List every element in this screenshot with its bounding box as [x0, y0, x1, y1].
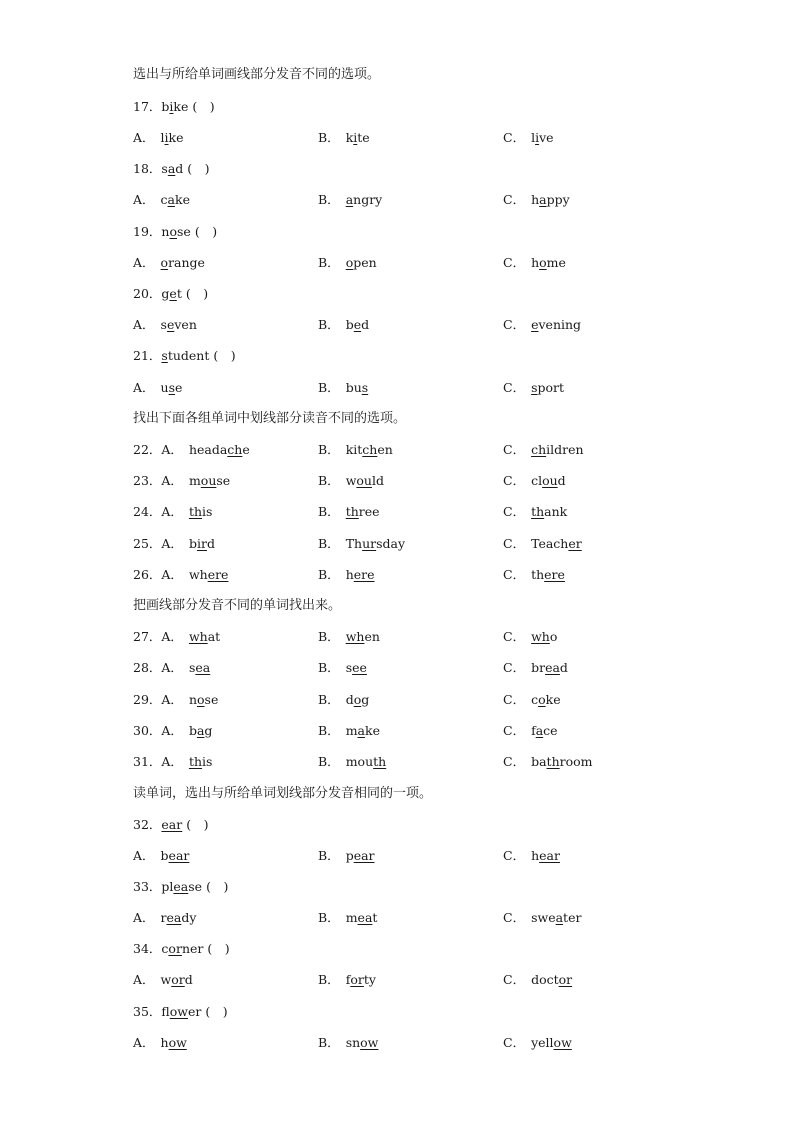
option-b[interactable]: B． kite	[318, 130, 370, 145]
question-34-stem: 34．corner ( )	[133, 941, 230, 956]
option-b[interactable]: B． kitchen	[318, 442, 393, 457]
option-c[interactable]: C． happy	[503, 192, 570, 207]
stem-word: ear	[161, 817, 183, 832]
question-32-stem: 32．ear ( )	[133, 817, 209, 832]
option-a[interactable]: 24．A． this	[133, 504, 213, 519]
option-a[interactable]: A． orange	[133, 255, 205, 270]
option-b[interactable]: B． mouth	[318, 754, 387, 769]
option-a[interactable]: 30．A． bag	[133, 723, 213, 738]
option-c[interactable]: C． cloud	[503, 473, 566, 488]
option-c[interactable]: C． doctor	[503, 972, 573, 987]
stem-word: get	[161, 286, 182, 301]
stem-word: please	[161, 879, 203, 894]
option-a[interactable]: 27．A． what	[133, 629, 221, 644]
option-b[interactable]: B． angry	[318, 192, 383, 207]
option-a[interactable]: A． bear	[133, 848, 190, 863]
stem-word: nose	[161, 224, 191, 239]
option-a[interactable]: 22．A． headache	[133, 442, 250, 457]
question-18-stem: 18．sad ( )	[133, 161, 210, 176]
option-a[interactable]: 26．A． where	[133, 567, 229, 582]
question-35-stem: 35．flower ( )	[133, 1004, 228, 1019]
option-b[interactable]: B． Thursday	[318, 536, 406, 551]
option-b[interactable]: B． would	[318, 473, 384, 488]
option-c[interactable]: C． evening	[503, 317, 582, 332]
option-c[interactable]: C． there	[503, 567, 565, 582]
option-a[interactable]: A． cake	[133, 192, 190, 207]
option-a[interactable]: 23．A． mouse	[133, 473, 231, 488]
option-c[interactable]: C． home	[503, 255, 566, 270]
stem-word: student	[161, 348, 210, 363]
instruction-2: 找出下面各组单词中划线部分读音不同的选项。	[133, 411, 407, 426]
option-b[interactable]: B． here	[318, 567, 375, 582]
option-a[interactable]: A． ready	[133, 910, 197, 925]
question-19-stem: 19．nose ( )	[133, 224, 218, 239]
option-a[interactable]: 29．A． nose	[133, 692, 219, 707]
stem-word: bike	[161, 99, 189, 114]
option-c[interactable]: C． sport	[503, 380, 565, 395]
option-a[interactable]: A． seven	[133, 317, 197, 332]
option-c[interactable]: C． bathroom	[503, 754, 593, 769]
option-b[interactable]: B． open	[318, 255, 377, 270]
option-c[interactable]: C． yellow	[503, 1035, 572, 1050]
question-20-stem: 20．get ( )	[133, 286, 209, 301]
option-b[interactable]: B． snow	[318, 1035, 379, 1050]
option-b[interactable]: B． meat	[318, 910, 378, 925]
option-b[interactable]: B． pear	[318, 848, 375, 863]
option-b[interactable]: B． dog	[318, 692, 370, 707]
option-c[interactable]: C． sweater	[503, 910, 582, 925]
stem-word: corner	[161, 941, 204, 956]
option-b[interactable]: B． forty	[318, 972, 376, 987]
option-b[interactable]: B． three	[318, 504, 380, 519]
option-c[interactable]: C． who	[503, 629, 558, 644]
option-c[interactable]: C． Teacher	[503, 536, 582, 551]
instruction-1: 选出与所给单词画线部分发音不同的选项。	[133, 67, 381, 82]
option-a[interactable]: A． how	[133, 1035, 187, 1050]
option-a[interactable]: 25．A． bird	[133, 536, 215, 551]
option-c[interactable]: C． thank	[503, 504, 568, 519]
option-c[interactable]: C． children	[503, 442, 584, 457]
option-c[interactable]: C． live	[503, 130, 554, 145]
option-b[interactable]: B． make	[318, 723, 380, 738]
option-a[interactable]: 31．A． this	[133, 754, 213, 769]
option-b[interactable]: B． see	[318, 660, 367, 675]
question-17-stem: 17．bike ( )	[133, 99, 215, 114]
stem-word: flower	[161, 1004, 202, 1019]
option-a[interactable]: 28．A． sea	[133, 660, 211, 675]
instruction-4: 读单词，选出与所给单词划线部分发音相同的一项。	[133, 786, 433, 801]
option-a[interactable]: A． word	[133, 972, 193, 987]
option-c[interactable]: C． coke	[503, 692, 561, 707]
stem-word: sad	[161, 161, 184, 176]
option-a[interactable]: A． use	[133, 380, 183, 395]
option-c[interactable]: C． face	[503, 723, 558, 738]
instruction-3: 把画线部分发音不同的单词找出来。	[133, 598, 342, 613]
question-33-stem: 33．please ( )	[133, 879, 229, 894]
question-21-stem: 21．student ( )	[133, 348, 236, 363]
option-c[interactable]: C． bread	[503, 660, 568, 675]
option-b[interactable]: B． bed	[318, 317, 370, 332]
option-b[interactable]: B． bus	[318, 380, 369, 395]
option-c[interactable]: C． hear	[503, 848, 560, 863]
option-b[interactable]: B． when	[318, 629, 380, 644]
option-a[interactable]: A． like	[133, 130, 184, 145]
